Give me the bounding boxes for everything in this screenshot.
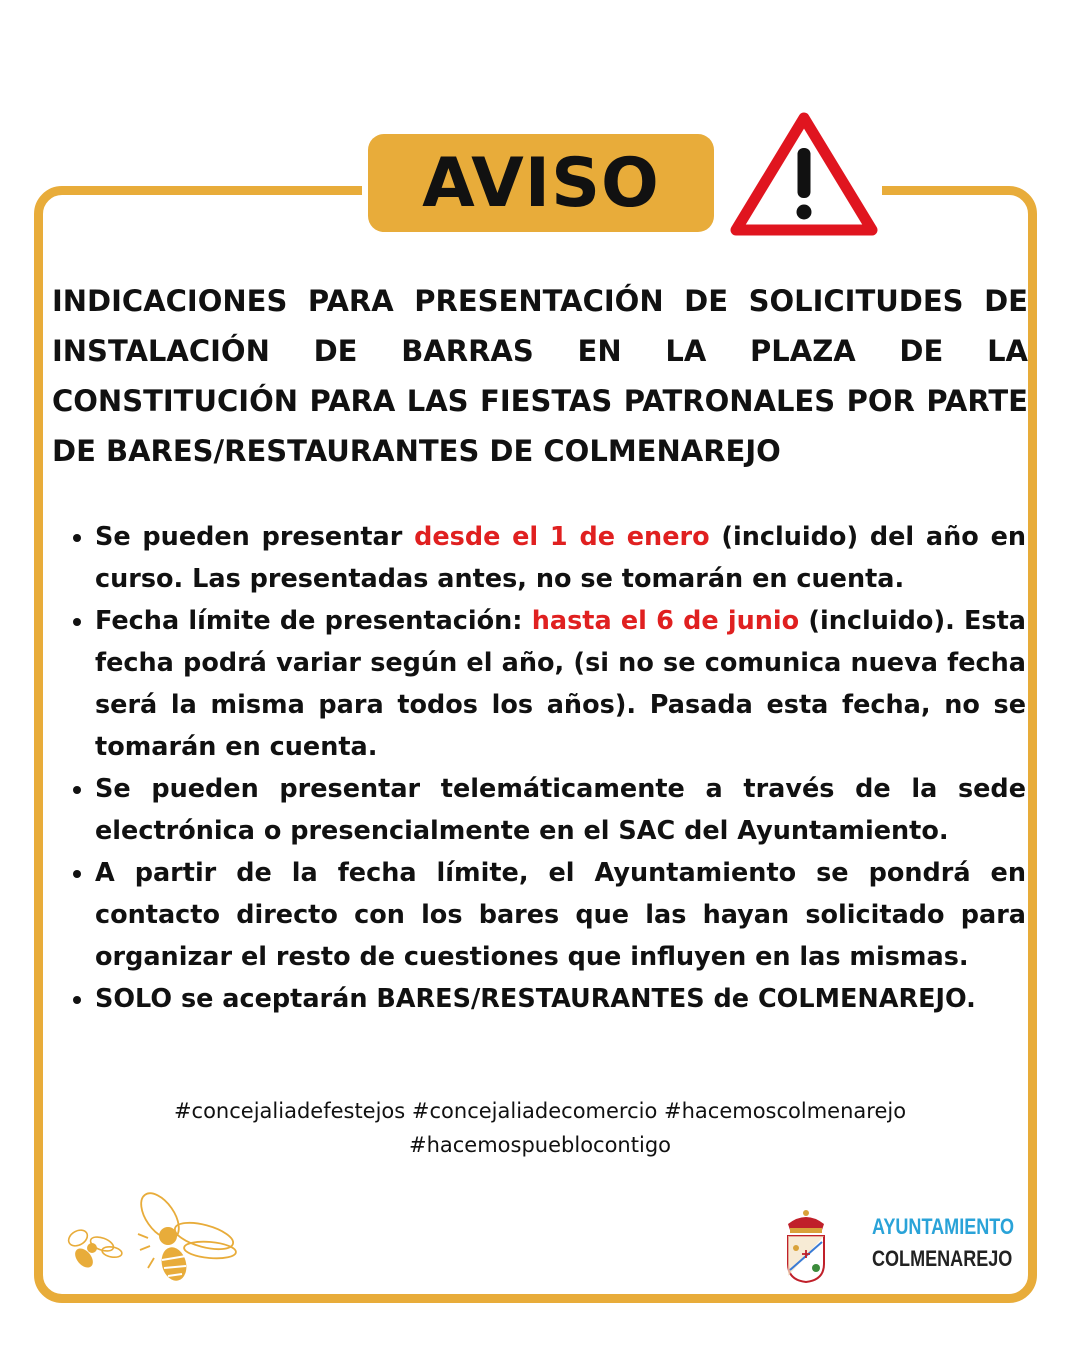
hashtags-line: #hacemospueblocontigo bbox=[408, 1133, 671, 1157]
hashtags-line: #concejaliadefestejos #concejaliadecomercio #hacemoscolmenarejo bbox=[173, 1099, 907, 1123]
highlight-date: desde el 1 de enero bbox=[414, 522, 710, 552]
hashtags bbox=[60, 1094, 1020, 1162]
notice-heading: INDICACIONES PARA PRESENTACIÓN DE SOLICITUDES DE INSTALACIÓN DE BARRAS EN LA PLAZA DE LA CONSTITUCIÓN PARA LAS FIESTAS PATRONALES POR PARTE DE BARES/RESTAURANTES DE COLMENAREJO bbox=[52, 284, 1028, 468]
highlight-date: hasta el 6 de junio bbox=[531, 606, 800, 636]
list-item: • Se pueden presentar telemáticamente a través de la sede electrónica o presencialmente en el SAC del Ayuntamiento. bbox=[95, 768, 1026, 852]
list-item: • Fecha límite de presentación: hasta el 6 de junio (incluido). Esta fecha podrá variar según el año, (si no se comunica nueva fecha será la misma para todos los años). Pasada esta fecha, no se tomarán en cuenta. bbox=[95, 600, 1026, 768]
bee-icon bbox=[62, 1188, 242, 1288]
aviso-badge: AVISO bbox=[368, 134, 714, 232]
title-bar bbox=[362, 130, 882, 238]
list-item: • A partir de la fecha límite, el Ayuntamiento se pondrá en contacto directo con los bares que las hayan solicitado para organizar el resto de cuestiones que influyen en las mismas. bbox=[95, 852, 1026, 978]
instructions-list bbox=[64, 516, 1026, 1020]
org-logo-text bbox=[872, 1211, 1014, 1275]
list-item: • SOLO se aceptarán BARES/RESTAURANTES de COLMENAREJO. bbox=[95, 978, 1026, 1020]
coat-of-arms-icon bbox=[782, 1206, 830, 1286]
warning-triangle-icon bbox=[730, 112, 878, 236]
list-item: • Se pueden presentar desde el 1 de enero (incluido) del año en curso. Las presentadas antes, no se tomarán en cuenta. bbox=[95, 516, 1026, 600]
org-line: AYUNTAMIENTO bbox=[872, 1214, 1015, 1239]
org-line: COLMENAREJO bbox=[872, 1246, 1013, 1271]
